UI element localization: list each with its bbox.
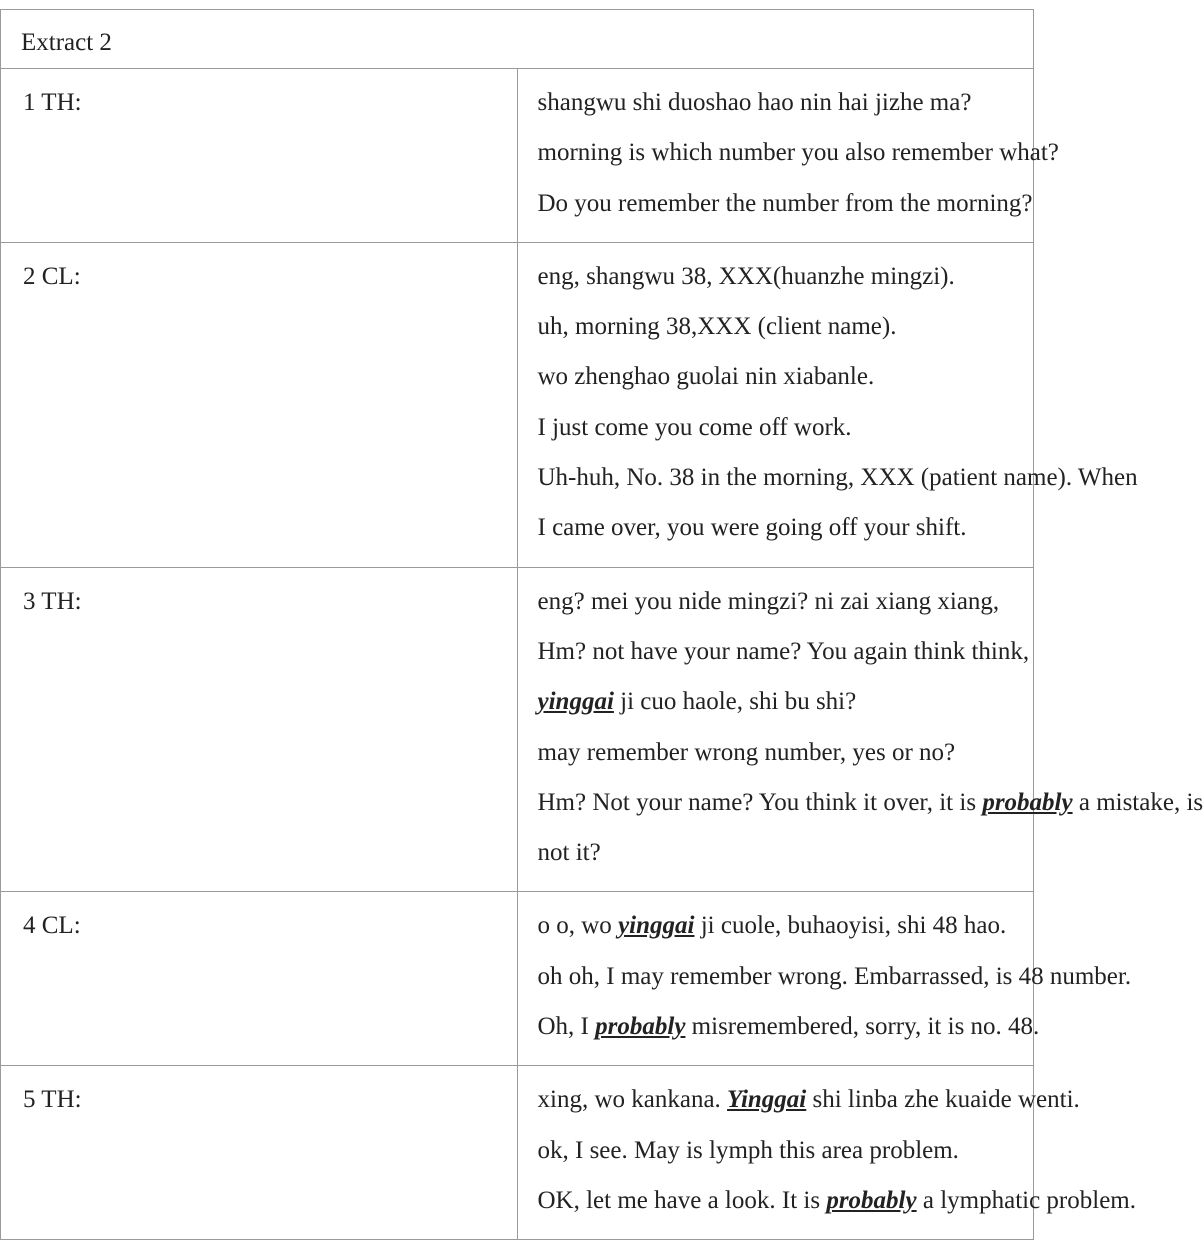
header-row bbox=[1, 10, 1034, 69]
hedge-highlight: Yinggai bbox=[727, 1086, 807, 1114]
hedge-highlight: probably bbox=[826, 1186, 917, 1214]
hedge-highlight: probably bbox=[595, 1013, 686, 1041]
utterance-text: o o, wo bbox=[537, 912, 619, 940]
hedge-highlight: probably bbox=[982, 788, 1073, 816]
table-title: Extract 2 bbox=[1, 10, 1034, 69]
turn-row bbox=[1, 892, 1034, 1066]
table-body bbox=[1, 10, 1203, 1240]
utterance-text: oh oh, I may remember wrong. Embarrassed, is 48 number. bbox=[537, 962, 1132, 990]
utterance-text: OK, let me have a look. It is bbox=[537, 1186, 827, 1214]
utterance-text: misremembered, sorry, it is no. 48. bbox=[685, 1013, 1040, 1041]
speaker-label: 4 CL: bbox=[1, 892, 518, 1066]
utterance-cell bbox=[517, 892, 1132, 1066]
utterance-text: not it? bbox=[537, 839, 601, 867]
utterance-line bbox=[538, 630, 1034, 680]
hedge-highlight: yinggai bbox=[618, 912, 695, 940]
turn-row bbox=[1, 1066, 1034, 1240]
utterance-text: a mistake, is bbox=[1072, 788, 1203, 816]
utterance-text: Do you remember the number from the morning? bbox=[537, 189, 1033, 217]
extract-table bbox=[0, 9, 1203, 1240]
utterance-text: wo zhenghao guolai nin xiabanle. bbox=[537, 363, 875, 391]
utterance-cell bbox=[517, 69, 1059, 243]
utterance-text: Hm? not have your name? You again think think, bbox=[537, 637, 1030, 665]
utterance-text: I came over, you were going off your shift. bbox=[537, 514, 967, 542]
utterance-line bbox=[538, 406, 1034, 456]
utterance-line bbox=[538, 1129, 1034, 1179]
utterance-line bbox=[538, 182, 1034, 232]
speaker-label: 5 TH: bbox=[1, 1066, 518, 1240]
utterance-text: ji cuole, buhaoyisi, shi 48 hao. bbox=[694, 912, 1007, 940]
utterance-line bbox=[537, 1078, 1080, 1128]
utterance-text: xing, wo kankana. bbox=[537, 1086, 728, 1114]
turn-row bbox=[1, 69, 1034, 243]
utterance-text: Oh, I bbox=[537, 1013, 596, 1041]
utterance-line bbox=[538, 506, 1034, 556]
utterance-cell bbox=[517, 567, 1203, 892]
turn-row bbox=[1, 242, 1034, 567]
utterance-line bbox=[538, 680, 1034, 730]
utterance-line bbox=[537, 1179, 1136, 1229]
utterance-text: ok, I see. May is lymph this area problem. bbox=[537, 1136, 959, 1164]
utterance-line bbox=[538, 81, 1034, 131]
utterance-line bbox=[537, 955, 1132, 1005]
utterance-line bbox=[537, 781, 1203, 831]
utterance-cell bbox=[517, 1066, 1136, 1240]
utterance-text: uh, morning 38,XXX (client name). bbox=[537, 313, 897, 341]
utterance-text: ji cuo haole, shi bu shi? bbox=[613, 688, 857, 716]
utterance-text: shi linba zhe kuaide wenti. bbox=[806, 1086, 1080, 1114]
utterance-text: may remember wrong number, yes or no? bbox=[537, 738, 956, 766]
utterance-line bbox=[537, 1005, 1040, 1055]
utterance-cell bbox=[517, 242, 1138, 567]
utterance-text: Uh-huh, No. 38 in the morning, XXX (patient name). When bbox=[537, 464, 1138, 492]
utterance-line bbox=[538, 580, 1034, 630]
utterance-line bbox=[538, 355, 1034, 405]
speaker-label: 1 TH: bbox=[1, 69, 518, 243]
utterance-line bbox=[538, 831, 1034, 881]
utterance-line bbox=[537, 456, 1138, 506]
utterance-text: a lymphatic problem. bbox=[916, 1186, 1136, 1214]
speaker-label: 2 CL: bbox=[1, 242, 518, 567]
utterance-line bbox=[538, 731, 1034, 781]
utterance-text: eng, shangwu 38, XXX(huanzhe mingzi). bbox=[537, 262, 955, 290]
speaker-label: 3 TH: bbox=[1, 567, 518, 892]
turn-row bbox=[1, 567, 1034, 892]
utterance-line bbox=[538, 255, 1034, 305]
utterance-text: morning is which number you also remember what? bbox=[537, 139, 1059, 167]
utterance-text: I just come you come off work. bbox=[537, 413, 852, 441]
hedge-highlight: yinggai bbox=[537, 688, 614, 716]
utterance-text: shangwu shi duoshao hao nin hai jizhe ma? bbox=[537, 89, 972, 116]
utterance-text: eng? mei you nide mingzi? ni zai xiang xiang, bbox=[537, 587, 1000, 615]
utterance-line bbox=[537, 131, 1059, 181]
utterance-line bbox=[538, 305, 1034, 355]
utterance-text: Hm? Not your name? You think it over, it is bbox=[537, 788, 983, 816]
utterance-line bbox=[538, 904, 1034, 954]
